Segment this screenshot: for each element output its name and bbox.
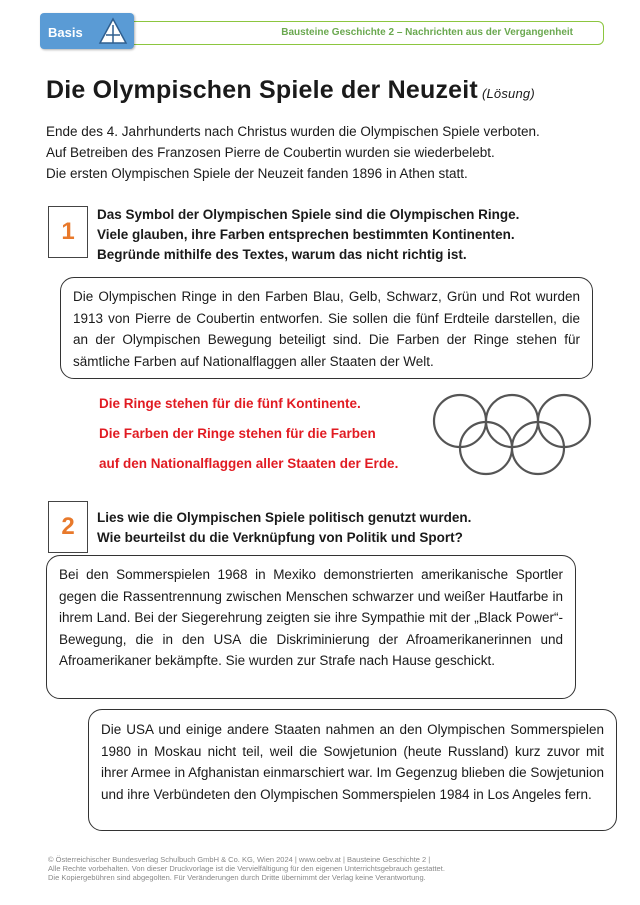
intro-line: Ende des 4. Jahrhunderts nach Christus wurden die Olympischen Spiele verboten. — [46, 124, 540, 139]
logo-triangle-icon — [98, 17, 128, 45]
source-text-1968: Bei den Sommerspielen 1968 in Mexiko demonstrierten amerikanische Sportler gegen die Rassentrennung zwischen Menschen schwarzer und weißer Hautfarbe in ihrem Land. Bei der Siegerehrung zeigten sie ihre Sympathie mit der „Black Power“-Bewegung, die in den USA die Diskriminierung der Afroamerikanerinnen und Afroamerikaner bekämpfte. Sie wurden zur Strafe nach Hause geschickt. — [59, 567, 563, 668]
source-text-rings: Die Olympischen Ringe in den Farben Blau, Gelb, Schwarz, Grün und Rot wurden 1913 von Pierre de Coubertin entworfen. Sie sollen die fünf Erdteile darstellen, die an der Olympischen Bewegung beteiligt sind. Die Farben der Ringe stehen für sämtliche Farben auf Nationalflaggen aller Staaten der Welt. — [73, 289, 580, 369]
task-1-line: Das Symbol der Olympischen Spiele sind die Olympischen Ringe. — [97, 207, 520, 222]
answer-line: auf den Nationalflaggen aller Staaten der Erde. — [99, 456, 399, 471]
task-2-instructions — [97, 508, 471, 548]
task-1-line: Viele glauben, ihre Farben entsprechen bestimmten Kontinenten. — [97, 227, 515, 242]
intro-line: Die ersten Olympischen Spiele der Neuzeit fanden 1896 in Athen statt. — [46, 166, 468, 181]
footer-line: Alle Rechte vorbehalten. Von dieser Druckvorlage ist die Vervielfältigung für den eigenen Unterrichtsgebrauch gestattet. — [48, 864, 445, 873]
task-number-1: 1 — [48, 206, 88, 258]
task-2-line: Lies wie die Olympischen Spiele politisch genutzt wurden. — [97, 510, 472, 525]
task-2-line: Wie beurteilst du die Verknüpfung von Politik und Sport? — [97, 530, 463, 545]
page-title-main: Die Olympischen Spiele der Neuzeit — [46, 76, 478, 104]
source-box-1968 — [46, 555, 576, 699]
answer-line: Die Farben der Ringe stehen für die Farben — [99, 426, 376, 441]
task-1-line: Begründe mithilfe des Textes, warum das nicht richtig ist. — [97, 247, 467, 262]
source-box-rings — [60, 277, 593, 379]
footer-line: Die Kopiergebühren sind abgegolten. Für Veränderungen durch Dritte übernimmt der Verlag keine Verantwortung. — [48, 873, 426, 882]
source-text-1980: Die USA und einige andere Staaten nahmen an den Olympischen Sommerspielen 1980 in Moskau nicht teil, weil die Sowjetunion (heute Russland) kurz zuvor mit ihrer Armee in Afghanistan einmarschiert war. Im Gegenzug blieben die Sowjetunion und ihre Verbündeten den Olympischen Sommerspielen 1984 in Los Angeles fern. — [101, 722, 604, 802]
logo-text: Basis — [48, 25, 83, 40]
olympic-rings-icon — [430, 390, 595, 480]
task-number-2: 2 — [48, 501, 88, 553]
page-title-sub: (Lösung) — [481, 86, 535, 101]
series-title: Bausteine Geschichte 2 – Nachrichten aus der Vergangenheit — [281, 27, 573, 38]
footer-copyright — [48, 855, 445, 882]
basis-logo — [40, 13, 134, 49]
page-title — [46, 76, 535, 105]
intro-line: Auf Betreiben des Franzosen Pierre de Coubertin wurden sie wiederbelebt. — [46, 145, 495, 160]
footer-line: © Österreichischer Bundesverlag Schulbuch GmbH & Co. KG, Wien 2024 | www.oebv.at | Bausteine Geschichte 2 | — [48, 855, 431, 864]
answer-line: Die Ringe stehen für die fünf Kontinente. — [99, 396, 361, 411]
intro-text — [46, 121, 606, 184]
task-1-instructions — [97, 205, 519, 265]
source-box-1980 — [88, 709, 617, 831]
